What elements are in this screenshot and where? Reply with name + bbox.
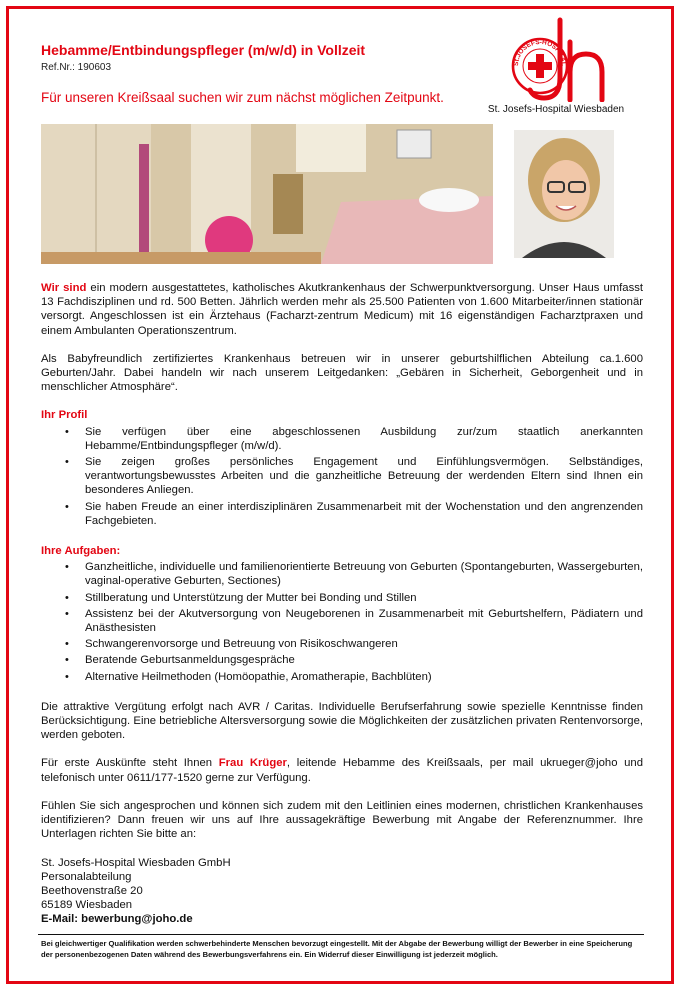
address-department: Personalabteilung <box>41 870 132 883</box>
babyfriendly-paragraph: Als Babyfreundlich zertifiziertes Krankenhaus betreuen wir in unserer geburtshilflichen Abteilung ca.1.600 Geburten/Jahr. Dabei handeln wir nach unserem Leitgedanken: „Gebären in Sicherheit, Geborgenheit und in menschlicher Atmosphäre“. <box>41 352 643 394</box>
tasks-list <box>41 560 643 684</box>
hospital-logo <box>500 16 620 102</box>
photo-chair <box>273 174 303 234</box>
email-link[interactable]: bewerbung@joho.de <box>81 913 193 926</box>
profile-item: • Sie verfügen über eine abgeschlossenen Ausbildung zur/zum staatlich anerkannten Hebamme/Entbindungspfleger (m/w/d). <box>65 425 643 452</box>
bullet-icon: • <box>65 591 69 604</box>
task-item: • Beratende Geburtsanmeldungsgespräche <box>65 654 295 667</box>
footer-divider <box>38 934 644 935</box>
intro-text: ein modern ausgestattetes, katholisches Akutkrankenhaus der Schwerpunktversorgung. Unser Haus umfasst 13 Fachdisziplinen und rd. 500 Betten. Jährlich werden mehr als 25.500 Patienten von 1.600 Mitarbeiter/innen stationär versorgt. Angeschlossen ist ein Ärztehaus (Facharzt-zentrum Medicum) mit 16 eigenständigen Facharztpraxen und einem Ambulanten Operationszentrum. <box>41 282 643 337</box>
compensation-paragraph: Die attraktive Vergütung erfolgt nach AVR / Caritas. Individuelle Berufserfahrung sowie spezielle Kenntnisse finden Berücksichtigung. Eine betriebliche Altersversorgung sowie die Möglichkeiten der zusätzlichen privaten Rentenvorsorge, werden geboten. <box>41 700 643 742</box>
bullet-icon: • <box>65 456 69 469</box>
photo-floor <box>41 252 321 264</box>
bullet-icon: • <box>65 638 69 651</box>
closing-paragraph: Fühlen Sie sich angesprochen und können sich zudem mit den Leitlinien eines modernen, christlichen Krankenhauses identifizieren? Dann freuen wir uns auf Ihre aussagekräftige Bewerbung mit Angabe der Referenznummer. Ihre Unterlagen richten Sie bitte an: <box>41 799 643 841</box>
delivery-room-photo <box>41 124 493 264</box>
task-item: • Schwangerenvorsorge und Betreuung von Risikoschwangeren <box>65 638 398 651</box>
contact-name: Frau Krüger <box>218 757 287 770</box>
bullet-icon: • <box>65 425 69 438</box>
contact-paragraph: Für erste Auskünfte steht Ihnen Frau Krüger, leitende Hebamme des Kreißsaals, per mail ukrueger@joho und telefonisch unter 0611/177-1520 gerne zur Verfügung. <box>41 757 643 784</box>
reference-number: Ref.Nr.: 190603 <box>41 62 112 73</box>
application-address <box>41 856 643 927</box>
photo-scarf <box>139 144 149 254</box>
logo-cross-horizontal <box>528 62 552 70</box>
address-company: St. Josefs-Hospital Wiesbaden GmbH <box>41 856 231 869</box>
portrait-face <box>542 160 590 220</box>
photo-window <box>296 124 366 172</box>
bullet-icon: • <box>65 500 69 513</box>
portrait-photo <box>514 130 614 258</box>
bullet-icon: • <box>65 561 69 574</box>
logo-h-stroke <box>570 42 602 100</box>
bullet-icon: • <box>65 607 69 620</box>
job-title: Hebamme/Entbindungspfleger (m/w/d) in Vollzeit <box>41 42 366 58</box>
task-item: • Assistenz bei der Akutversorgung von Neugeborenen in Zusammenarbeit mit Geburtshelfern, Pädiatern und Anästhesisten <box>65 607 643 635</box>
task-item: • Ganzheitliche, individuelle und familienorientierte Betreuung von Geburten (Spontangeburten, Wassergeburten, vaginal-operative Geburten, Sectiones) <box>65 561 643 588</box>
job-subtitle: Für unseren Kreißsaal suchen wir zum nächst möglichen Zeitpunkt. <box>41 90 444 105</box>
address-street: Beethovenstraße 20 <box>41 884 143 897</box>
bullet-icon: • <box>65 670 69 683</box>
profile-heading: Ihr Profil <box>41 409 88 422</box>
hospital-name: St. Josefs-Hospital Wiesbaden <box>487 104 625 115</box>
intro-lead: Wir sind <box>41 282 87 294</box>
profile-list <box>41 425 643 528</box>
intro-paragraph <box>41 281 643 338</box>
task-item: • Stillberatung und Unterstützung der Mutter bei Bonding und Stillen <box>65 591 417 604</box>
tasks-heading: Ihre Aufgaben: <box>41 545 121 558</box>
photo-monitor <box>397 130 431 158</box>
logo-ring-text: St.JOSEFS-HOSPITAL <box>512 38 568 67</box>
bullet-icon: • <box>65 654 69 667</box>
main-content <box>41 281 643 927</box>
address-city: 65189 Wiesbaden <box>41 899 133 912</box>
profile-item: • Sie haben Freude an einer interdisziplinären Zusammenarbeit mit der Wochenstation und den angrenzenden Fachgebieten. <box>65 500 643 527</box>
address-email-line: E-Mail: bewerbung@joho.de <box>41 913 193 926</box>
task-item: • Alternative Heilmethoden (Homöopathie, Aromatherapie, Bachblüten) <box>65 670 432 683</box>
profile-item: • Sie zeigen großes persönliches Engagement und Einfühlungsvermögen. Selbständiges, verantwortungsbewusstes Arbeiten und die ganzheitliche Betreuung der werdenden Eltern sind Ihnen ein besonderes Anliegen. <box>65 456 643 497</box>
photo-pillow <box>419 188 479 212</box>
footer-disclaimer: Bei gleichwertiger Qualifikation werden schwerbehinderte Menschen bevorzugt eingestellt. Mit der Abgabe der Bewerbung willigt der Bewerber in eine Speicherung der personenbezogenen Daten während des Bewerbungsverfahrens ein. Ein Widerruf dieser Einwilligung ist jederzeit möglich. <box>41 939 633 959</box>
